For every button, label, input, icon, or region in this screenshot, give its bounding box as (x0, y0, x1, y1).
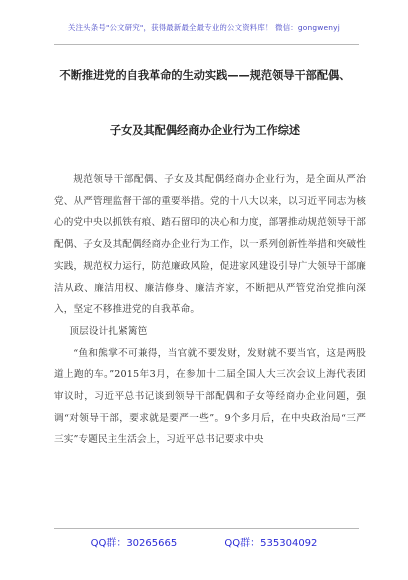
title-line-2: 子女及其配偶经商办企业行为工作综述 (109, 124, 301, 137)
footer-contacts (0, 534, 408, 549)
body-paragraph-1: 规范领导干部配偶、子女及其配偶经商办企业行为，是全面从严治党、从严管理监督干部的重要举措。党的十八大以来，以习近平同志为核心的党中央以抓铁有痕、踏石留印的决心和力度，部署推动规范领导干部配偶、子女及其配偶经商办企业行为工作，以一系列创新性举措和突破性实践，规范权力运行，防范廉政风险，促进家风建设引导广大领导干部廉洁从政、廉洁用权、廉洁修身、廉洁齐家，不断把从严管党治党推向深入，坚定不移推进党的自我革命。 (54, 174, 366, 316)
body-paragraph-2: “鱼和熊掌不可兼得，当官就不要发财，发财就不要当官，这是两股道上跑的车。”2015年3月，在参加十二届全国人大三次会议上海代表团审议时，习近平总书记谈到领导干部配偶和子女等经商办企业问题，强调“对领导干部，要求就是要严一些”。9个多月后，在中央政治局“三严三实”专题民主生活会上，习近平总书记要求中央 (54, 347, 366, 446)
footer-divider (54, 528, 359, 529)
qq-group-2: QQ群：535304092 (224, 538, 318, 549)
article-body (54, 169, 366, 451)
header-note: 关注头条号"公文研究"，获得最新最全最专业的公文资料库！ 微信：gongwenyj (68, 23, 340, 32)
qq-group-1: QQ群：30265665 (90, 538, 178, 549)
header-divider (54, 44, 359, 45)
title-line-1: 不断推进党的自我革命的生动实践——规范领导干部配偶、 (59, 69, 351, 82)
section-subheading: 顶层设计扎紧篱笆 (69, 325, 148, 337)
